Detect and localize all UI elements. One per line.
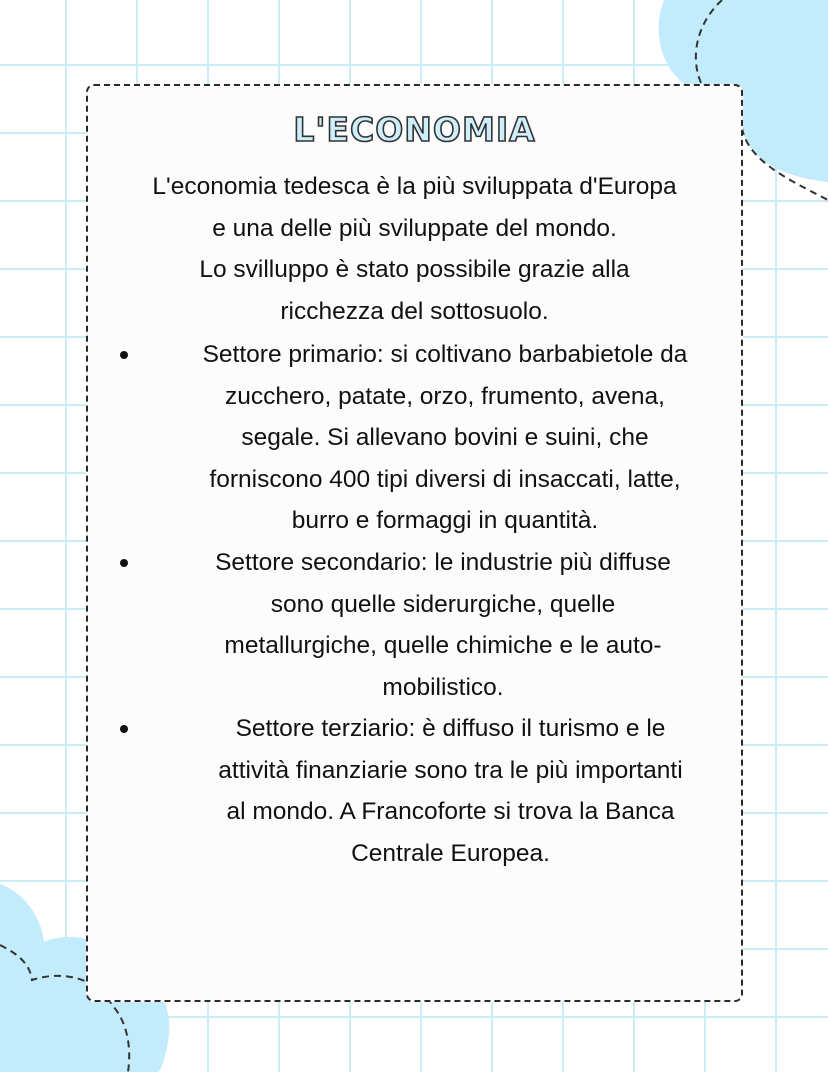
- intro-line: ricchezza del sottosuolo.: [280, 297, 549, 325]
- intro-paragraph: [88, 166, 741, 332]
- bullet-line: burro e formaggi in quantità.: [291, 507, 599, 534]
- intro-line: L'economia tedesca è la più sviluppata d'Europa: [152, 173, 677, 200]
- bullet-terziario: [118, 708, 738, 874]
- bullet-primario: [118, 334, 738, 542]
- bullet-line: forniscono 400 tipi diversi di insaccati, latte,: [209, 465, 681, 493]
- bullet-text: [163, 708, 738, 874]
- bullet-line: Settore primario: si coltivano barbabietole da: [202, 341, 688, 368]
- intro-line: Lo svilluppo è stato possibile grazie alla: [199, 256, 630, 283]
- bullet-line: Settore terziario: è diffuso il turismo e le: [235, 715, 666, 742]
- intro-line: e una delle più sviluppate del mondo.: [212, 214, 617, 242]
- bullet-line: metallurgiche, quelle chimiche e le auto-: [224, 632, 662, 659]
- bullet-line: segale. Si allevano bovini e suini, che: [241, 424, 649, 451]
- bullet-line: mobilistico.: [382, 673, 504, 701]
- bullet-dot-icon: [120, 725, 128, 733]
- bullet-text: [152, 334, 738, 542]
- bullet-line: al mondo. A Francoforte si trova la Banca: [226, 798, 675, 825]
- content-card: [86, 84, 743, 1002]
- bullet-text: [168, 542, 718, 708]
- bullet-dot-icon: [120, 351, 128, 359]
- bullet-line: Centrale Europea.: [351, 839, 550, 867]
- bullet-line: sono quelle siderurgiche, quelle: [270, 590, 616, 618]
- bullet-line: attività finanziarie sono tra le più importanti: [218, 756, 683, 784]
- bullet-line: Settore secondario: le industrie più diffuse: [215, 549, 671, 576]
- page-title: L'ECONOMIA: [293, 110, 536, 149]
- bullet-secondario: [118, 542, 738, 708]
- bullet-dot-icon: [120, 559, 128, 567]
- bullet-line: zucchero, patate, orzo, frumento, avena,: [225, 382, 665, 410]
